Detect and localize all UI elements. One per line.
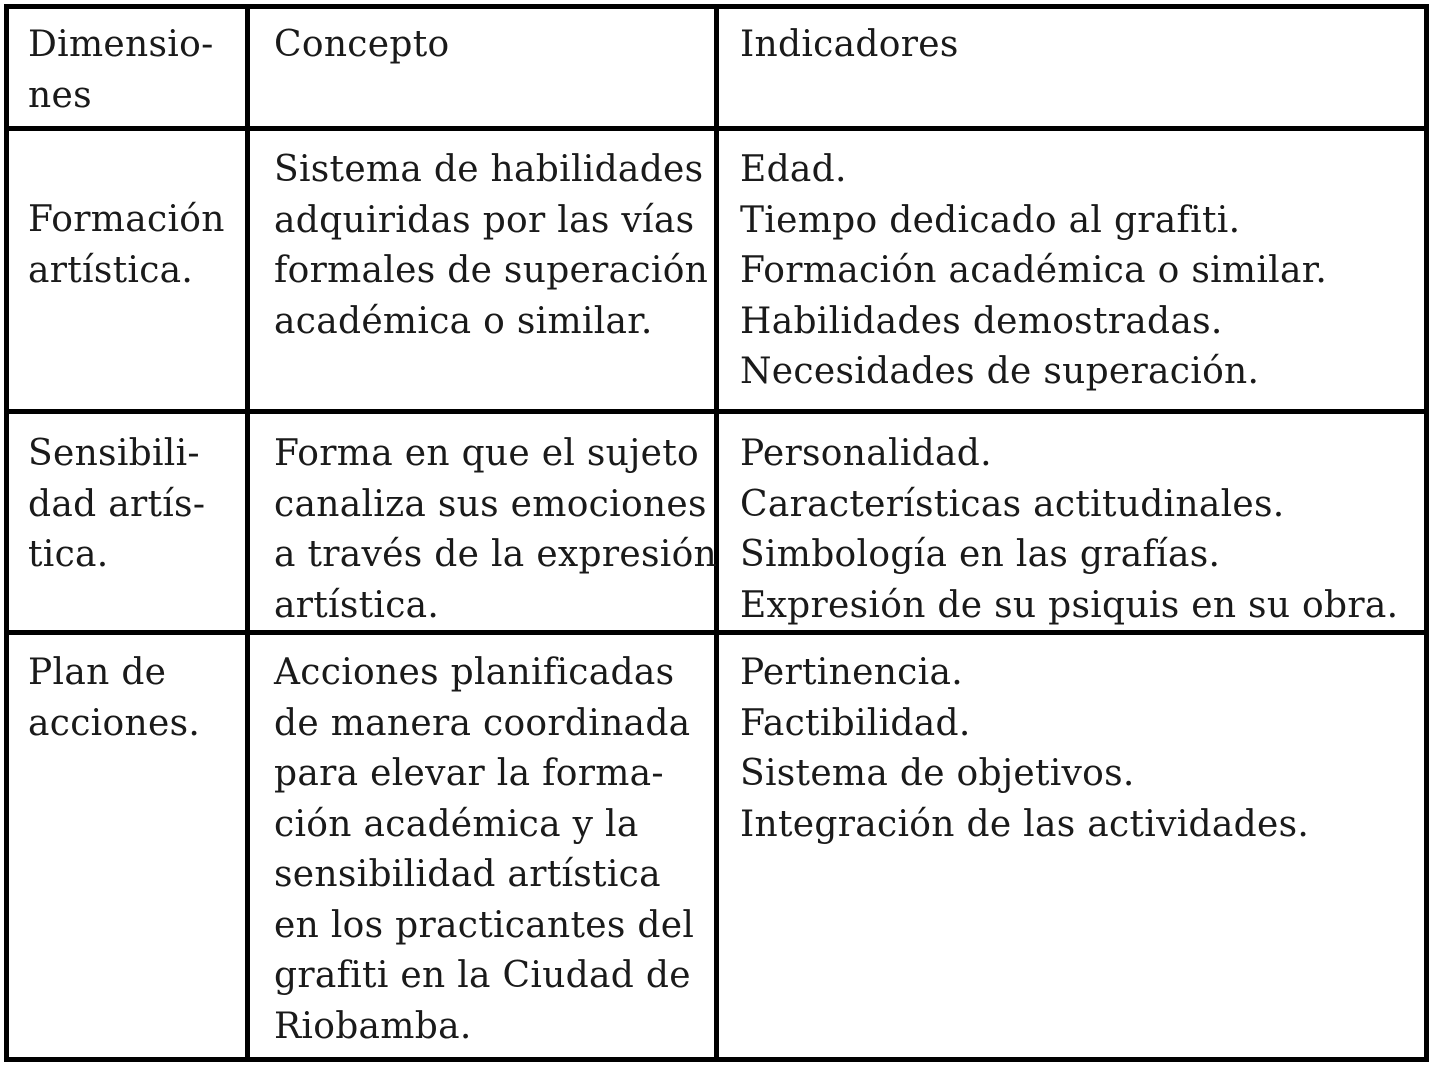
cell-text-line: Expresión de su psiquis en su obra. (740, 584, 1399, 626)
table-border-right (1424, 4, 1429, 1062)
cell-text-line: ción académica y la (274, 803, 639, 845)
header-indicadores (740, 20, 959, 71)
row-1-indicadores (740, 145, 1327, 398)
cell-text-line: artística. (274, 584, 440, 626)
header-dimensiones (28, 20, 214, 121)
cell-text-line: Habilidades demostradas. (740, 300, 1223, 342)
row-2-dimension (28, 429, 205, 581)
cell-text-line: Simbología en las grafías. (740, 534, 1221, 575)
header-text-line: Dimensio- (28, 24, 214, 65)
cell-text-line: sensibilidad artística (274, 854, 661, 895)
header-text-line: nes (28, 74, 92, 116)
cell-text-line: Sensibili- (28, 433, 200, 474)
cell-text-line: acciones. (28, 702, 201, 744)
row-3-concepto (274, 648, 694, 1052)
row-2-indicadores (740, 429, 1398, 631)
cell-text-line: Sistema de objetivos. (740, 753, 1135, 794)
row-1-dimension (28, 195, 225, 296)
cell-text-line: Factibilidad. (740, 702, 971, 744)
cell-text-line: grafiti en la Ciudad de (274, 955, 691, 996)
cell-text-line: Riobamba. (274, 1005, 472, 1047)
cell-text-line: Necesidades de superación. (740, 351, 1260, 392)
table-column-divider (245, 4, 250, 1062)
header-concepto (274, 20, 449, 71)
cell-text-line: formales de superación (274, 250, 709, 291)
cell-text-line: adquiridas por las vías (274, 199, 695, 241)
cell-text-line: Acciones planificadas (274, 652, 675, 693)
row-3-dimension (28, 648, 200, 749)
cell-text-line: Pertinencia. (740, 652, 963, 693)
header-text-line: Indicadores (740, 24, 959, 65)
header-text-line: Concepto (274, 24, 450, 65)
cell-text-line: Formación (28, 199, 225, 240)
cell-text-line: Características actitudinales. (740, 483, 1285, 525)
cell-text-line: en los practicantes del (274, 904, 695, 946)
cell-text-line: Formación académica o similar. (740, 250, 1328, 291)
row-2-concepto (274, 429, 717, 631)
cell-text-line: Integración de las actividades. (740, 803, 1310, 845)
table-border-left (4, 4, 9, 1062)
cell-text-line: Sistema de habilidades (274, 149, 704, 190)
cell-text-line: de manera coordinada (274, 702, 691, 744)
row-3-indicadores (740, 648, 1309, 850)
cell-text-line: a través de la expresión (274, 534, 718, 575)
cell-text-line: Plan de (28, 652, 167, 693)
cell-text-line: Edad. (740, 149, 847, 190)
cell-text-line: para elevar la forma- (274, 753, 664, 794)
cell-text-line: tica. (28, 534, 109, 575)
cell-text-line: Personalidad. (740, 433, 992, 474)
cell-text-line: académica o similar. (274, 300, 653, 342)
row-1-concepto (274, 145, 708, 347)
cell-text-line: Forma en que el sujeto (274, 433, 699, 474)
cell-text-line: dad artís- (28, 483, 206, 525)
cell-text-line: Tiempo dedicado al grafiti. (740, 199, 1241, 241)
cell-text-line: canaliza sus emociones (274, 483, 707, 525)
cell-text-line: artística. (28, 249, 194, 291)
